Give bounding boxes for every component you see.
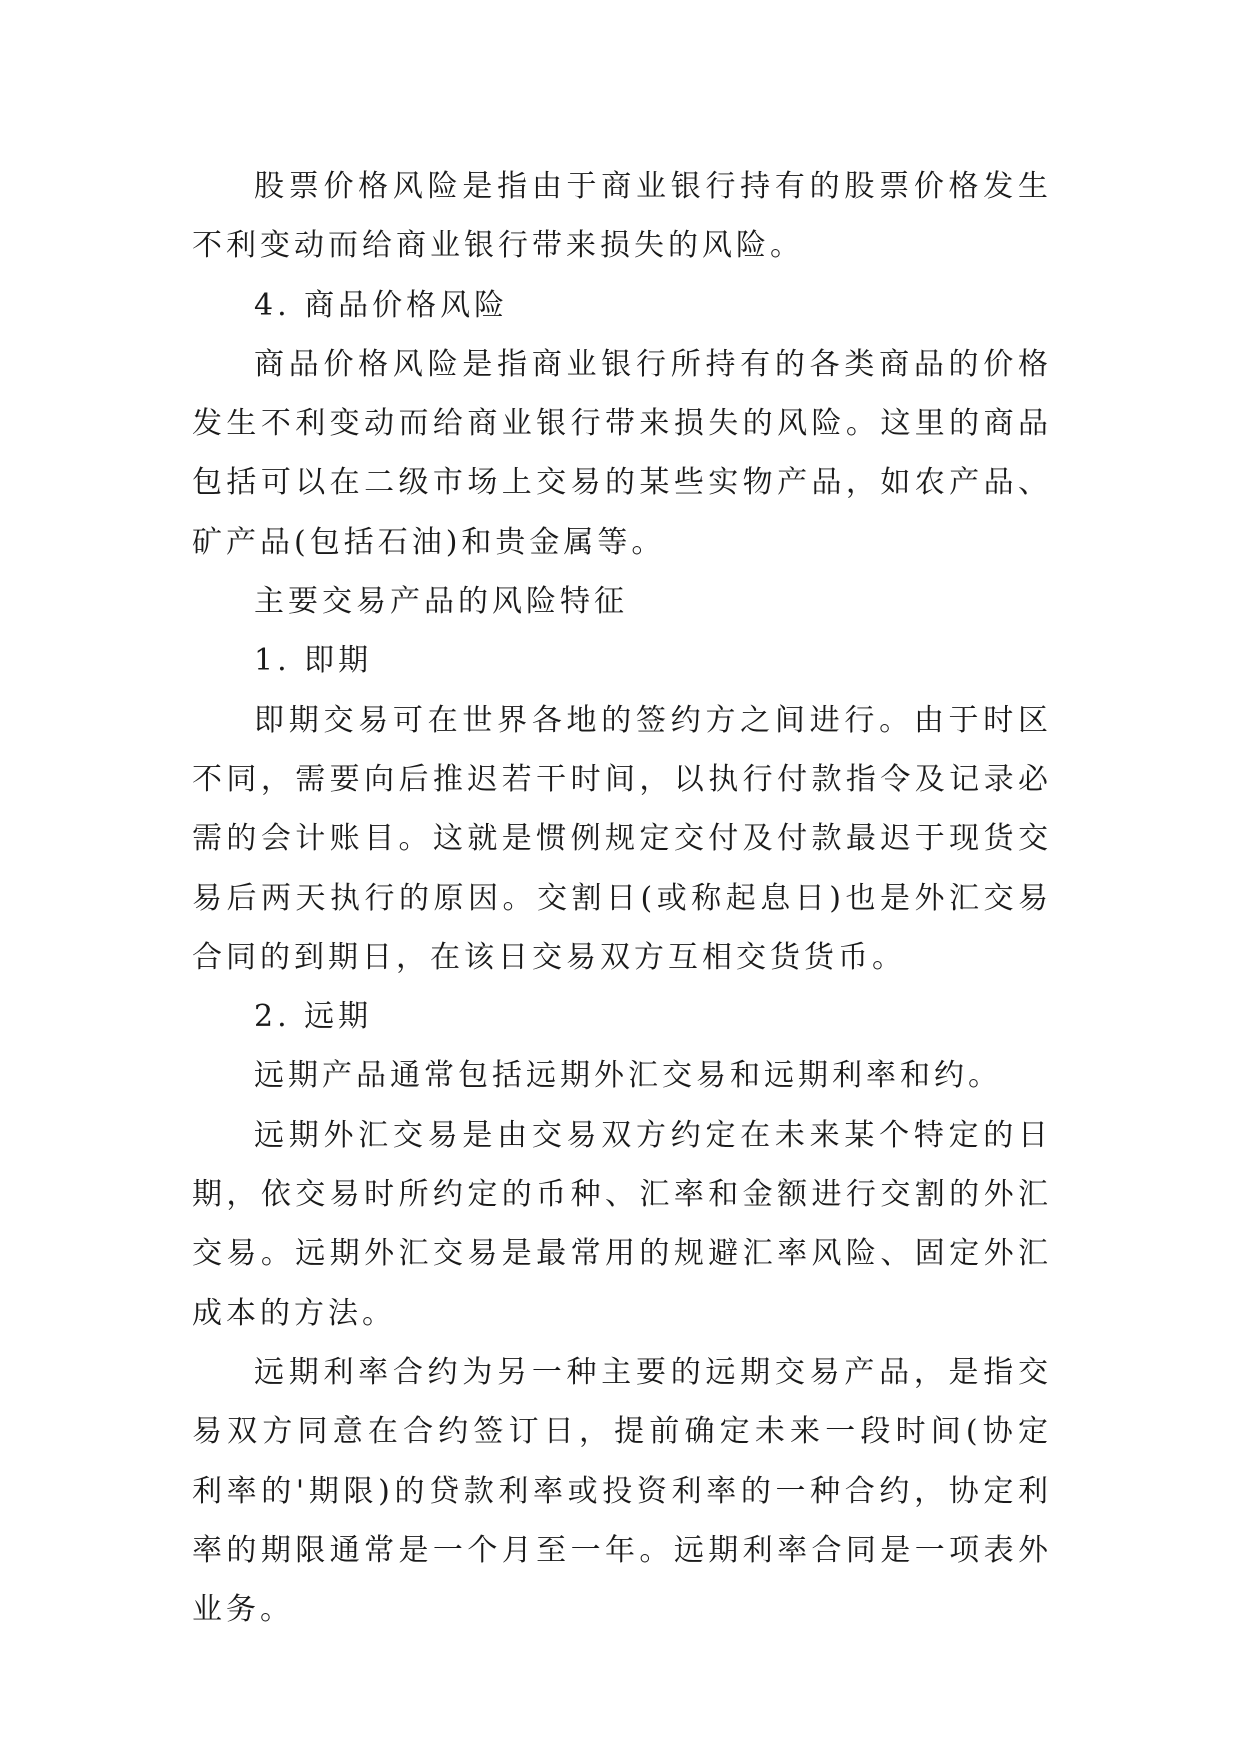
heading-main-products-risk: 主要交易产品的风险特征 [254, 584, 628, 620]
paragraph-forward-rate-agreement: 远期利率合约为另一种主要的远期交易产品，是指交易双方同意在合约签订日，提前确定未来一段时间(协定利率的'期限)的贷款利率或投资利率的一种合约，协定利率的期限通常是一个月至一年。远期利率合同是一项表外业务。 [192, 1354, 1052, 1628]
paragraph-stock-price-risk: 股票价格风险是指由于商业银行持有的股票价格发生不利变动而给商业银行带来损失的风险。 [192, 169, 1052, 264]
paragraph-commodity-price-risk: 商品价格风险是指商业银行所持有的各类商品的价格发生不利变动而给商业银行带来损失的风险。这里的商品包括可以在二级市场上交易的某些实物产品，如农产品、矿产品(包括石油)和贵金属等。 [192, 346, 1052, 560]
paragraph-forward-fx: 远期外汇交易是由交易双方约定在未来某个特定的日期，依交易时所约定的币种、汇率和金额进行交割的外汇交易。远期外汇交易是最常用的规避汇率风险、固定外汇成本的方法。 [192, 1117, 1052, 1331]
heading-spot: 1. 即期 [254, 643, 373, 679]
heading-commodity-price-risk: 4. 商品价格风险 [254, 287, 509, 323]
paragraph-spot: 即期交易可在世界各地的签约方之间进行。由于时区不同，需要向后推迟若干时间，以执行付款指令及记录必需的会计账目。这就是惯例规定交付及付款最迟于现货交易后两天执行的原因。交割日(或称起息日)也是外汇交易合同的到期日，在该日交易双方互相交货货币。 [192, 702, 1052, 975]
paragraph-forward-intro: 远期产品通常包括远期外汇交易和远期利率和约。 [254, 1058, 1002, 1094]
heading-forward: 2. 远期 [254, 999, 373, 1035]
document-body [192, 157, 1052, 1639]
